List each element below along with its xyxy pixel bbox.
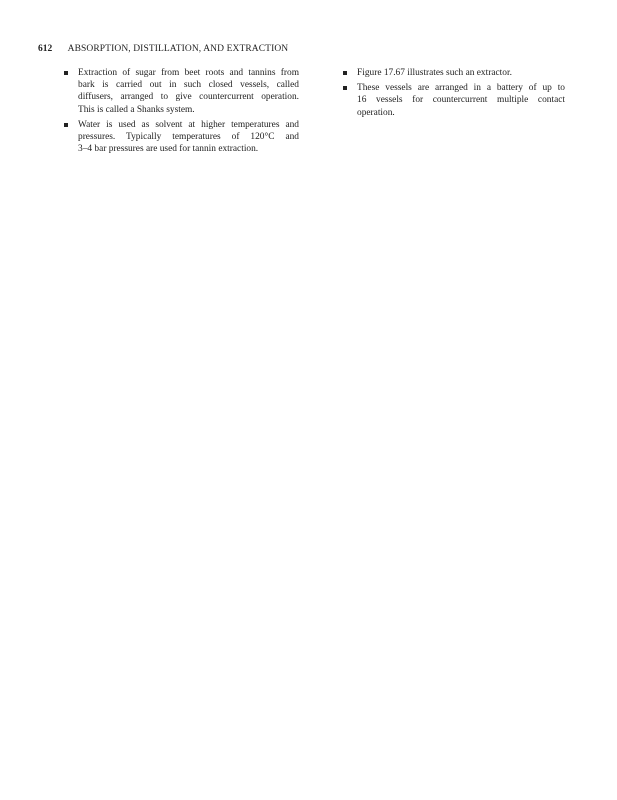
right-column [341,67,565,122]
left-column [62,67,299,158]
list-item [62,119,299,156]
square-bullet-icon [64,71,68,75]
text-line: diffusers, arranged to give countercurrent operation. [78,92,299,103]
page-number: 612 [38,44,53,54]
text-line: bark is carried out in such closed vessels, called [78,80,299,91]
list-item [341,82,565,119]
text-line: This is called a Shanks system. [78,104,195,115]
text-line: operation. [357,107,395,118]
left-bullet-list [62,67,299,155]
text-line: Extraction of sugar from beet roots and tannins from [78,68,299,78]
list-item [62,67,299,116]
text-line: 3–4 bar pressures are used for tannin extraction. [78,144,259,155]
square-bullet-icon [343,71,347,75]
right-bullet-list [341,67,565,119]
running-title: ABSORPTION, DISTILLATION, AND EXTRACTION [67,44,289,54]
text-line: Figure 17.67 illustrates such an extractor. [357,68,512,78]
running-header [38,43,288,55]
text-line: These vessels are arranged in a battery of up to [357,83,565,94]
text-line: pressures. Typically temperatures of 120°C and [78,132,299,143]
square-bullet-icon [64,123,68,127]
text-line: 16 vessels for countercurrent multiple contact [357,95,565,106]
square-bullet-icon [343,86,347,90]
text-line: Water is used as solvent at higher temperatures and [78,119,299,130]
list-item [341,67,565,79]
